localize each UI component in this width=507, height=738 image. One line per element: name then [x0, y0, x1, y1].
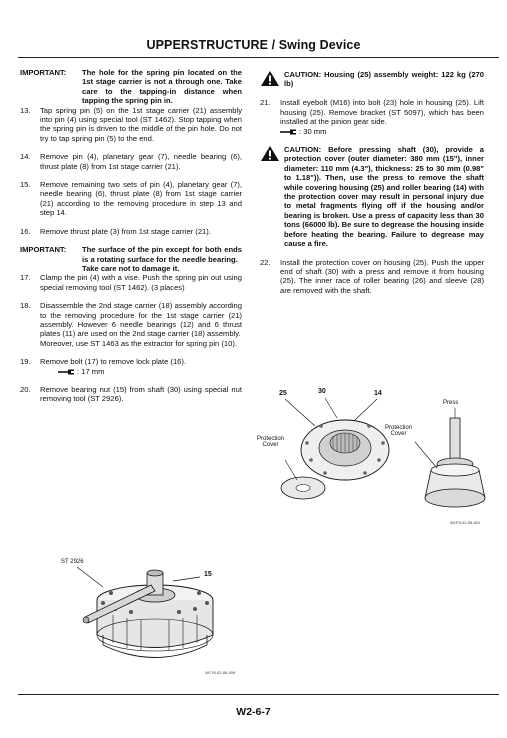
step-text: Tap spring pin (5) on the 1st stage carrier (21) assembly into pin (4) using special tool (ST 1462). Stop tapping when the spring pin is driven to the middle of the pin hole. Do not try to tap spring pin (5) to the end.	[40, 105, 242, 143]
swing-device-drawing	[55, 555, 255, 673]
tool-size-text: : 17 mm	[77, 366, 105, 376]
step-20	[20, 385, 242, 404]
tool-size-text: : 30 mm	[299, 126, 327, 136]
figure-shaft-press	[255, 388, 487, 533]
important-text-line: The surface of the pin except for both ends is a rotating surface for the needle bearing.	[82, 245, 242, 264]
step-text: Remove remaining two sets of pin (4), planetary gear (7), needle bearing (6), thrust plate (8) from 1st stage carrier (21) according to the removing procedure in step 13 and step 14.	[40, 180, 242, 218]
step-text-para: Moreover, use ST 1463 as the extractor for spring pin (10).	[40, 338, 237, 348]
step-number: 13.	[20, 105, 31, 115]
step-number: 19.	[20, 357, 31, 367]
warning-triangle-icon	[260, 145, 280, 162]
header-rule	[18, 57, 499, 58]
step-text: Clamp the pin (4) with a vise. Push the spring pin out using special removing tool (ST 1462). (3 places)	[40, 273, 242, 292]
page-number: W2-6-7	[236, 706, 271, 718]
figure-label-press: Press	[443, 400, 459, 406]
step-number: 21.	[260, 98, 271, 108]
step-22	[260, 258, 484, 296]
important-note-2	[20, 245, 242, 273]
tool-size	[280, 127, 484, 136]
warning-triangle-icon	[260, 70, 280, 87]
important-text	[82, 245, 242, 273]
step-number: 20.	[20, 384, 31, 394]
figure-label-30: 30	[318, 388, 326, 395]
footer-rule	[18, 694, 499, 695]
caution-text: CAUTION: Before pressing shaft (30), provide a protection cover (outer diameter: 380 mm (15"), inner diameter: 110 mm (4.3"), thickness: 25 to 30 mm (0.98" to 1.18")). Then, use the press to remove the shaft while covering housing (25) and roller bearing (14) with the protection cover may result in personal injury due to metal fragments flying off if the housing and/or bearing is broken. Use a press of capacity less than 30 tons (66000 lb). Be sure to degrease the housing inside before heating the bearing. Failure to degrease may cause a fire.	[284, 145, 484, 249]
step-14	[20, 152, 242, 171]
wrench-icon	[280, 129, 296, 135]
figure-bearing-nut-removal	[55, 555, 255, 680]
label-line: Cover	[390, 431, 407, 437]
step-number: 17.	[20, 273, 31, 283]
figure-label-nut: 15	[204, 571, 212, 578]
important-label: IMPORTANT:	[20, 245, 67, 255]
right-column	[260, 70, 484, 295]
figure-label-25: 25	[279, 390, 287, 397]
step-number: 18.	[20, 301, 31, 311]
step-text: Remove thrust plate (3) from 1st stage carrier (21).	[40, 226, 211, 236]
step-17	[20, 273, 242, 292]
page-title: UPPERSTRUCTURE / Swing Device	[146, 38, 361, 52]
wrench-icon	[58, 369, 74, 375]
step-number: 14.	[20, 152, 31, 162]
step-text-para: Remove bolt (17) to remove lock plate (16).	[40, 357, 187, 367]
important-label: IMPORTANT:	[20, 68, 67, 77]
important-text-line: Take care not to damage it.	[82, 263, 180, 273]
step-text-para: Disassemble the 2nd stage carrier (18) assembly according to the removing procedure for the 1st stage carrier (21) assembly. However 6 needle bearings (12) and 6 thrust plates (11) are used on the 2nd stage carrier (18) assembly.	[40, 301, 242, 339]
step-18	[20, 301, 242, 348]
shaft-press-drawing	[255, 388, 487, 533]
step-15	[20, 180, 242, 218]
label-line: Protection	[257, 436, 285, 442]
caution-weight	[260, 70, 484, 89]
step-text: Install the protection cover on housing (25). Push the upper end of shaft (30) with a press and remove it from housing (25). The inner race of roller bearing (26) and sleeve (28) are removed with the shaft.	[280, 257, 484, 295]
step-number: 15.	[20, 180, 31, 190]
label-line: Cover	[262, 442, 279, 448]
step-text-para: Install eyebolt (M16) into bolt (23) hole in housing (25). Lift housing (25). Remove bracket (ST 5097), which has been installed at the pinion gear side.	[280, 98, 484, 127]
step-text	[40, 357, 242, 376]
step-text	[40, 301, 242, 348]
important-text: The hole for the spring pin located on the 1st stage carrier is not a through one. Take care to the tapping-in distance when tapping the spring pin in.	[82, 68, 242, 106]
step-text	[280, 98, 484, 136]
figure-label-14: 14	[374, 390, 382, 397]
step-16	[20, 227, 242, 236]
step-text: Remove bearing nut (15) from shaft (30) using special nut removing tool (ST 2926).	[40, 384, 242, 404]
step-number: 16.	[20, 226, 31, 236]
step-text: Remove pin (4), planetary gear (7), needle bearing (6), thrust plate (8) from 1st stage carrier (21).	[40, 152, 242, 171]
caution-text: CAUTION: Housing (25) assembly weight: 122 kg (270 lb)	[284, 70, 484, 89]
caution-press	[260, 145, 484, 248]
step-13	[20, 106, 242, 144]
step-19	[20, 357, 242, 376]
left-column	[20, 68, 242, 404]
tool-size	[40, 367, 242, 376]
figure-label-tool: ST 2926	[61, 559, 84, 565]
important-note-1	[20, 68, 242, 106]
step-number: 22.	[260, 257, 271, 267]
figure-code: W1F3-02-06-001	[450, 520, 481, 525]
step-21	[260, 98, 484, 136]
label-line: Protection	[385, 425, 413, 431]
figure-code: W1T6-02-06-009	[205, 670, 236, 675]
